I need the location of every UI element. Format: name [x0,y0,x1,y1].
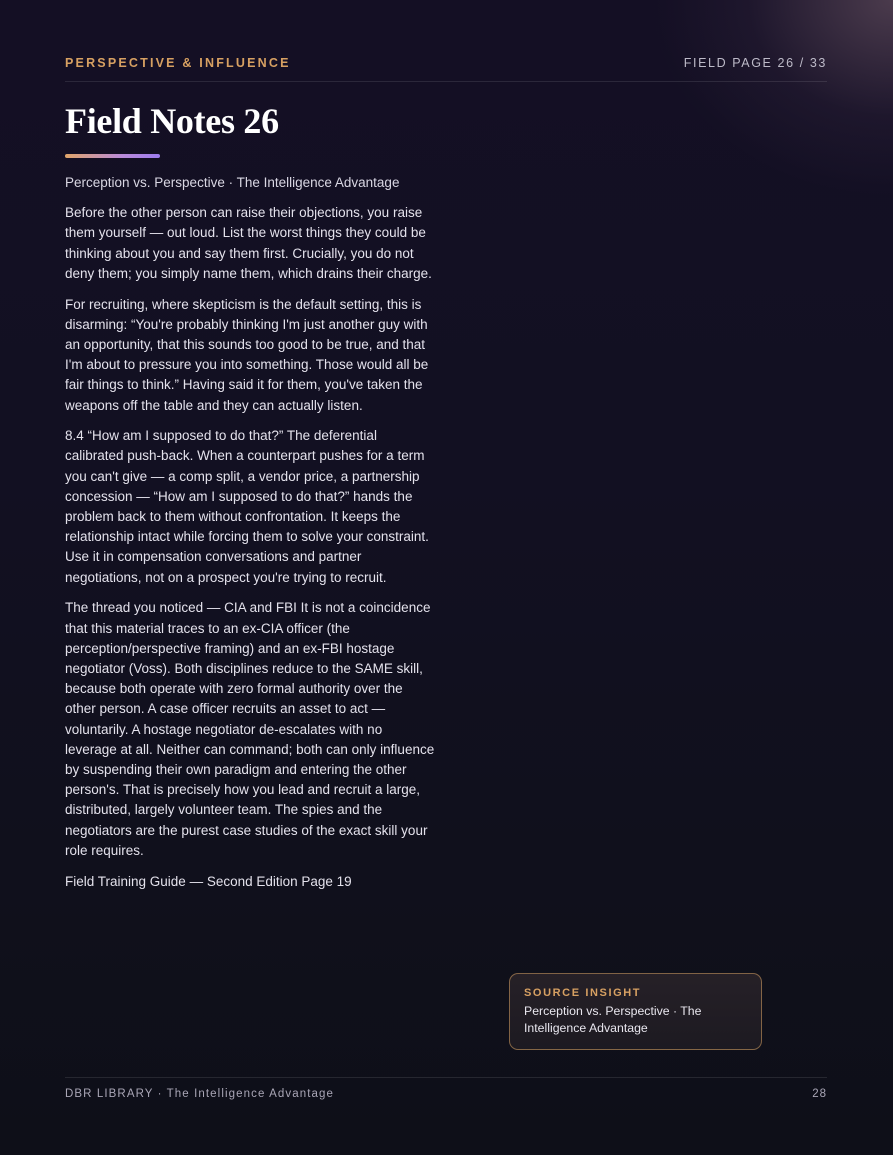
main-content [65,173,437,902]
source-insight-text: Perception vs. Perspective · The Intelligence Advantage [524,1004,702,1035]
page-indicator: FIELD PAGE 26 / 33 [683,56,827,70]
page-header [65,55,827,82]
title-underline [65,154,160,158]
paragraph-3: 8.4 “How am I supposed to do that?” The deferential calibrated push-back. When a counterpart pushes for a term you can't give — a comp split, a vendor price, a partnership concession — “How am I supposed to do that?” hands the problem back to them without confrontation. It keeps the relationship intact while forcing them to solve your constraint. Use it in compensation conversations and partner negotiations, not on a prospect you're trying to recruit. [65,428,429,585]
page-footer [65,1077,827,1108]
footer-library-label: DBR LIBRARY · The Intelligence Advantage [65,1088,335,1100]
source-reference: Field Training Guide — Second Edition Page 19 [65,873,352,889]
paragraph-4: The thread you noticed — CIA and FBI It is not a coincidence that this material traces to an ex-CIA officer (the perception/perspective framing) and an ex-FBI hostage negotiator (Voss). Both disciplines reduce to the SAME skill, because both operate with zero formal authority over the other person. A case officer recruits an asset to act — voluntarily. A hostage negotiator de-escalates with no leverage at all. Neither can command; both can only influence by suspending their own paradigm and entering the other person's. That is precisely how you lead and recruit a large, distributed, largely volunteer team. The spies and the negotiators are the purest case studies of the exact skill your role requires. [65,600,435,858]
footer-page-number: 28 [812,1088,827,1100]
subtitle: Perception vs. Perspective · The Intelligence Advantage [65,175,400,190]
source-insight-label: SOURCE INSIGHT [524,987,642,999]
paragraph-1: Before the other person can raise their objections, you raise them yourself — out loud. List the worst things they could be thinking about you and say them first. Crucially, you do not deny them; you simply name them, which drains their charge. [65,205,432,281]
source-insight-card [509,973,762,1050]
page-title: Field Notes 26 [65,101,279,141]
section-kicker: PERSPECTIVE & INFLUENCE [65,56,291,70]
paragraph-2: For recruiting, where skepticism is the default setting, this is disarming: “You're probably thinking I'm just another guy with an opportunity, that this sounds too good to be true, and that I'm about to pressure you into something. Those would all be fair things to think.” Having said it for them, you've taken the weapons off the table and they can actually listen. [65,296,429,413]
